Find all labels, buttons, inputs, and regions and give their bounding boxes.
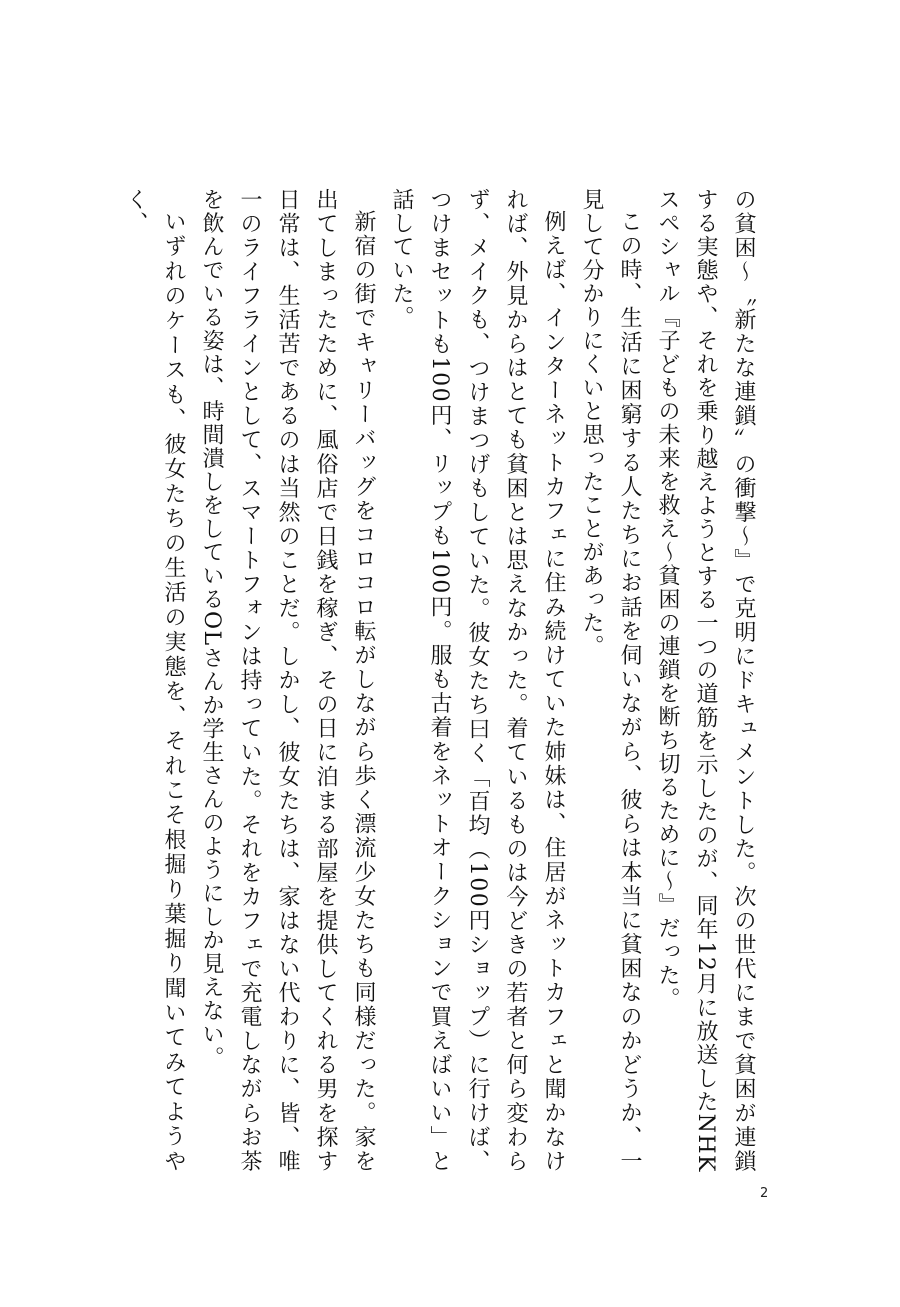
- paragraph: いずれのケースも、彼女たちの生活の実態を、それこそ根掘り葉掘り聞いてみてようやく、: [123, 188, 186, 1173]
- paragraph: 例えば、インターネットカフェに住み続けていた姉妹は、住居がネットカフェと聞かなければ、外見からはとても貧困とは思えなかった。着ているものは今どきの若者と何ら変わらず、メイクも、つけまつげもしていた。彼女たち曰く「百均（100円ショップ）に行けば、つけまセットも100円、リップも100円。服も古着をネットオークションで買えばいい」と話していた。: [389, 188, 566, 1173]
- page-number: 2: [760, 1186, 769, 1201]
- paragraph: この時、生活に困窮する人たちにお話を伺いながら、彼らは本当に貧困なのかどうか、一見して分かりにくいと思ったことがあった。: [579, 188, 642, 1173]
- vertical-text-body: [123, 188, 762, 1173]
- paragraph-continuation: の貧困～〝新たな連鎖〟の衝撃～』で克明にドキュメントした。次の世代にまで貧困が連鎖する実態や、それを乗り越えようとする一つの道筋を示したのが、同年12月に放送したNHKスペシャル『子どもの未来を救え～貧困の連鎖を断ち切るために～』だった。: [655, 188, 756, 1173]
- paragraph: 新宿の街でキャリーバッグをコロコロ転がしながら歩く漂流少女たちも同様だった。家を出てしまったために、風俗店で日銭を稼ぎ、その日に泊まる部屋を提供してくれる男を探す日常は、生活苦であるのは当然のことだ。しかし、彼女たちは、家はない代わりに、皆、唯一のライフラインとして、スマートフォンは持っていた。それをカフェで充電しながらお茶を飲んでいる姿は、時間潰しをしているOLさんか学生さんのようにしか見えない。: [199, 188, 376, 1173]
